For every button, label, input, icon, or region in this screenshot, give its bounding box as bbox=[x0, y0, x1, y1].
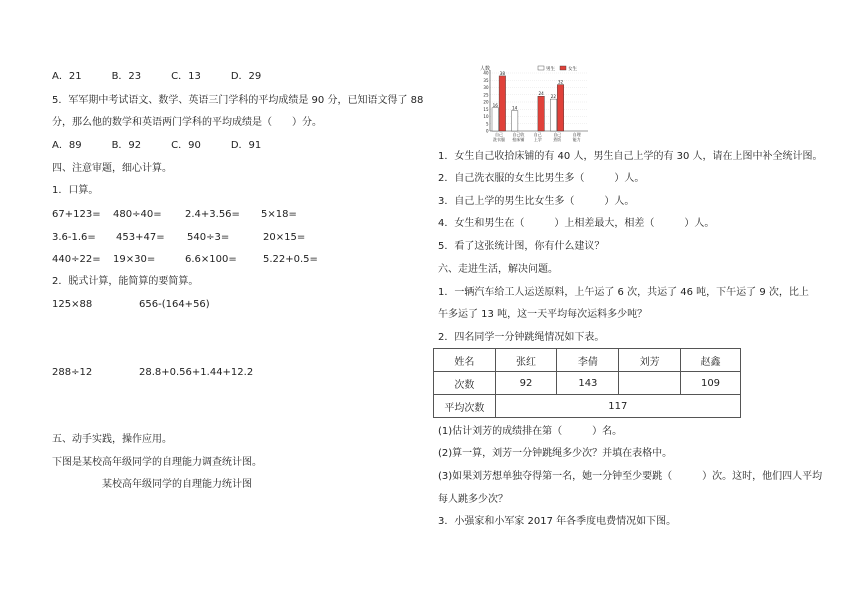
section6-title: 六、走进生活，解决问题。 bbox=[438, 264, 558, 275]
y-tick-label: 10 bbox=[483, 114, 489, 120]
oral-item: 5×18= bbox=[261, 209, 297, 220]
bar-boys bbox=[492, 108, 499, 131]
chart-question-4: 4．女生和男生在（ ）上相差最大，相差（ ）人。 bbox=[438, 218, 715, 229]
calc-item: 125×88 bbox=[52, 299, 93, 310]
bar-boys bbox=[511, 111, 518, 131]
subquestion-3-line2: 每人跳多少次？ bbox=[438, 494, 508, 505]
table-row bbox=[434, 349, 741, 372]
x-tick-label: 自己 bbox=[495, 132, 503, 137]
y-tick-label: 40 bbox=[483, 70, 489, 76]
table-cell: 143 bbox=[557, 372, 619, 395]
x-tick-label: 上学 bbox=[533, 137, 542, 142]
y-tick-label: 30 bbox=[483, 85, 489, 91]
section4-title: 四、注意审题，细心计算。 bbox=[52, 163, 172, 174]
table-cell: 117 bbox=[495, 395, 740, 418]
problem1-line2: 午多运了 13 吨，这一天平均每次运料多少吨？ bbox=[438, 309, 648, 320]
x-tick-label: 拾床铺 bbox=[512, 137, 525, 142]
bar-value-label: 22 bbox=[550, 94, 557, 100]
x-tick-label: 煮饭 bbox=[553, 137, 562, 142]
problem1-line1: 1．一辆汽车给工人运送原料，上午运了 6 次，共运了 46 吨，下午运了 9 次，比上 bbox=[438, 287, 809, 298]
y-tick-label: 25 bbox=[483, 92, 489, 98]
q5-options: A．89 B．92 C．90 D．91 bbox=[52, 140, 262, 151]
legend-label-girls: 女生 bbox=[568, 66, 577, 72]
table-header-cell: 李倩 bbox=[557, 349, 619, 372]
y-tick-label: 0 bbox=[485, 128, 489, 134]
bar-girls bbox=[557, 85, 564, 131]
chart-question-2: 2．自己洗衣服的女生比男生多（ ）人。 bbox=[438, 173, 645, 184]
oral-item: 20×15= bbox=[263, 232, 306, 243]
oral-item: 67+123= bbox=[52, 209, 101, 220]
y-tick-label: 5 bbox=[485, 121, 489, 127]
subquestion-3-line1: (3)如果刘芳想单独夺得第一名，她一分钟至少要跳（ ）次。这时，他们四人平均 bbox=[438, 471, 823, 482]
table-header-cell: 刘芳 bbox=[619, 349, 681, 372]
chart-caption: 某校高年级同学的自理能力统计图 bbox=[102, 479, 252, 490]
x-tick-label: 洗衣服 bbox=[493, 137, 505, 142]
chart-question-3: 3．自己上学的男生比女生多（ ）人。 bbox=[438, 196, 635, 207]
bar-value-label: 16 bbox=[492, 102, 498, 108]
bar-value-label: 38 bbox=[499, 70, 506, 76]
bar-girls bbox=[538, 96, 545, 131]
oral-item: 440÷22= bbox=[52, 254, 101, 265]
oral-item: 540÷3= bbox=[187, 232, 230, 243]
bar-value-label: 24 bbox=[538, 91, 544, 97]
calc-item: 288÷12 bbox=[52, 367, 93, 378]
stepwise-calc-title: 2．脱式计算，能简算的要简算。 bbox=[52, 276, 199, 287]
table-row bbox=[434, 395, 741, 418]
chart-question-5: 5．看了这张统计图，你有什么建议？ bbox=[438, 241, 605, 252]
y-tick-label: 35 bbox=[483, 77, 489, 83]
x-tick-label: 自理 bbox=[572, 132, 581, 137]
q5-line2: 分，那么他的数学和英语两门学科的平均成绩是（ ）分。 bbox=[52, 117, 322, 128]
oral-item: 6.6×100= bbox=[185, 254, 237, 265]
oral-item: 2.4+3.56= bbox=[185, 209, 240, 220]
chart-question-1: 1．女生自己收拾床铺的有 40 人，男生自己上学的有 30 人，请在上图中补全统计图。 bbox=[438, 151, 823, 162]
bar-girls bbox=[499, 76, 506, 131]
oral-item: 5.22+0.5= bbox=[263, 254, 318, 265]
bar-value-label: 32 bbox=[557, 79, 564, 85]
oral-item: 19×30= bbox=[113, 254, 156, 265]
table-header-cell: 姓名 bbox=[434, 349, 496, 372]
x-tick-label: 自己 bbox=[553, 132, 562, 137]
table-row bbox=[434, 372, 741, 395]
legend-swatch-girls bbox=[560, 66, 566, 70]
table-header-cell: 赵鑫 bbox=[681, 349, 741, 372]
table-header-cell: 张红 bbox=[495, 349, 557, 372]
subquestion-2: (2)算一算，刘芳一分钟跳绳多少次？并填在表格中。 bbox=[438, 448, 673, 459]
legend-label-boys: 男生 bbox=[546, 66, 555, 72]
calc-item: 656-(164+56) bbox=[139, 299, 210, 310]
q5-line1: 5．军军期中考试语文、数学、英语三门学科的平均成绩是 90 分，已知语文得了 88 bbox=[52, 95, 424, 106]
calc-item: 28.8+0.56+1.44+12.2 bbox=[139, 367, 254, 378]
table-cell-blank[interactable] bbox=[619, 372, 681, 395]
table-row-label: 次数 bbox=[434, 372, 496, 395]
oral-item: 480÷40= bbox=[113, 209, 162, 220]
y-axis-label: 人数 bbox=[480, 66, 491, 72]
oral-item: 3.6-1.6= bbox=[52, 232, 96, 243]
q4-options: A．21 B．23 C．13 D．29 bbox=[52, 71, 262, 82]
subquestion-1: (1)估计刘芳的成绩排在第（ ）名。 bbox=[438, 426, 623, 437]
x-tick-label: 自己收 bbox=[512, 132, 525, 137]
self-care-bar-chart bbox=[476, 63, 592, 149]
y-tick-label: 15 bbox=[483, 106, 489, 112]
section5-intro: 下图是某校高年级同学的自理能力调查统计图。 bbox=[52, 457, 262, 468]
table-cell: 92 bbox=[495, 372, 557, 395]
x-tick-label: 自己 bbox=[533, 132, 542, 137]
jump-rope-table bbox=[433, 348, 741, 418]
x-tick-label: 能力 bbox=[572, 137, 581, 142]
legend-swatch-boys bbox=[538, 66, 544, 70]
table-cell: 109 bbox=[681, 372, 741, 395]
section5-title: 五、动手实践，操作应用。 bbox=[52, 434, 172, 445]
bar-value-label: 14 bbox=[511, 105, 518, 111]
table-row-label: 平均次数 bbox=[434, 395, 496, 418]
oral-item: 453+47= bbox=[116, 232, 165, 243]
problem3-title: 3．小强家和小军家 2017 年各季度电费情况如下图。 bbox=[438, 516, 677, 527]
bar-boys bbox=[550, 99, 557, 131]
y-tick-label: 20 bbox=[483, 99, 489, 105]
oral-calc-title: 1．口算。 bbox=[52, 185, 99, 196]
problem2-title: 2．四名同学一分钟跳绳情况如下表。 bbox=[438, 332, 605, 343]
